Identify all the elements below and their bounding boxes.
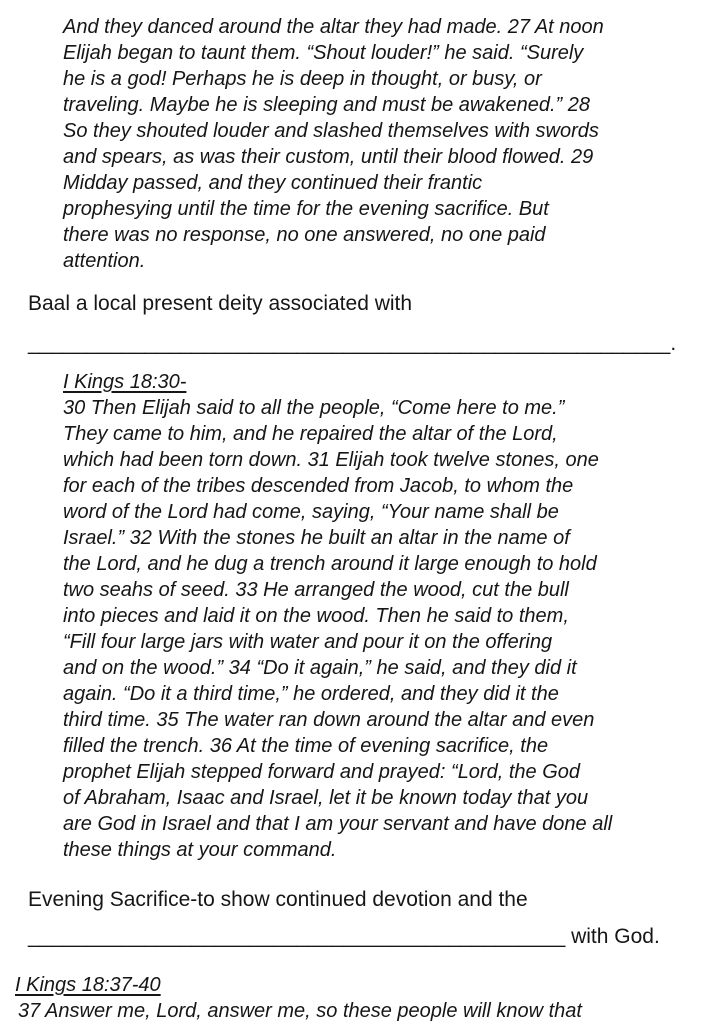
quote-line: 37 Answer me, Lord, answer me, so these people will know that (18, 1000, 582, 1022)
blank-rule: ______________________________________________ (28, 925, 566, 948)
quote-line: filled the trench. 36 At the time of evening sacrifice, the (63, 735, 549, 757)
scripture-quote-1-kings-18-37-40 (15, 972, 692, 1024)
quote-line: “Fill four large jars with water and pour it on the offering (63, 631, 553, 653)
blank-suffix: with God. (565, 925, 660, 948)
fill-in-blank-evening-sacrifice (28, 924, 692, 950)
quote-line: prophesying until the time for the evening sacrifice. But (63, 198, 549, 220)
quote-line: which had been torn down. 31 Elijah took twelve stones, one (63, 449, 599, 471)
quote-line: for each of the tribes descended from Jacob, to whom the (63, 475, 574, 497)
quote-line: They came to him, and he repaired the altar of the Lord, (63, 423, 558, 445)
scripture-reference-1-kings-18-30: I Kings 18:30- (63, 371, 187, 393)
quote-line: two seahs of seed. 33 He arranged the wood, cut the bull (63, 579, 569, 601)
blank-rule: _______________________________________________________ (28, 332, 671, 355)
quote-line: Midday passed, and they continued their frantic (63, 172, 483, 194)
quote-line: word of the Lord had come, saying, “Your name shall be (63, 501, 559, 523)
quote-line: and spears, as was their custom, until their blood flowed. 29 (63, 146, 594, 168)
fill-in-blank-baal (28, 331, 692, 357)
quote-line: into pieces and laid it on the wood. Then he said to them, (63, 605, 569, 627)
quote-line: Israel.” 32 With the stones he built an altar in the name of (63, 527, 570, 549)
scripture-reference-1-kings-18-37-40: I Kings 18:37-40 (15, 974, 161, 996)
question-baal-prompt: Baal a local present deity associated with (28, 292, 413, 315)
quote-line: And they danced around the altar they had made. 27 At noon (63, 16, 604, 38)
quote-line: these things at your command. (63, 839, 337, 861)
quote-line: Elijah began to taunt them. “Shout louder!” he said. “Surely (63, 42, 584, 64)
scripture-quote-1-kings-18-30-36 (63, 369, 692, 863)
quote-line: third time. 35 The water ran down around the altar and even (63, 709, 595, 731)
quote-line: the Lord, and he dug a trench around it large enough to hold (63, 553, 597, 575)
quote-line: traveling. Maybe he is sleeping and must be awakened.” 28 (63, 94, 590, 116)
quote-line: attention. (63, 250, 146, 272)
quote-line: 30 Then Elijah said to all the people, “Come here to me.” (63, 397, 565, 419)
quote-line: of Abraham, Isaac and Israel, let it be known today that you (63, 787, 589, 809)
quote-line: So they shouted louder and slashed themselves with swords (63, 120, 599, 142)
scripture-quote-1-kings-18-26-29 (63, 14, 692, 274)
quote-line: he is a god! Perhaps he is deep in thought, or busy, or (63, 68, 542, 90)
quote-line: are God in Israel and that I am your servant and have done all (63, 813, 613, 835)
blank-suffix: . (670, 332, 677, 355)
quote-line: there was no response, no one answered, no one paid (63, 224, 546, 246)
question-evening-sacrifice-prompt: Evening Sacrifice-to show continued devotion and the (28, 888, 528, 911)
quote-line: and on the wood.” 34 “Do it again,” he said, and they did it (63, 657, 577, 679)
quote-line: prophet Elijah stepped forward and prayed: “Lord, the God (63, 761, 580, 783)
quote-line: again. “Do it a third time,” he ordered, and they did it the (63, 683, 559, 705)
